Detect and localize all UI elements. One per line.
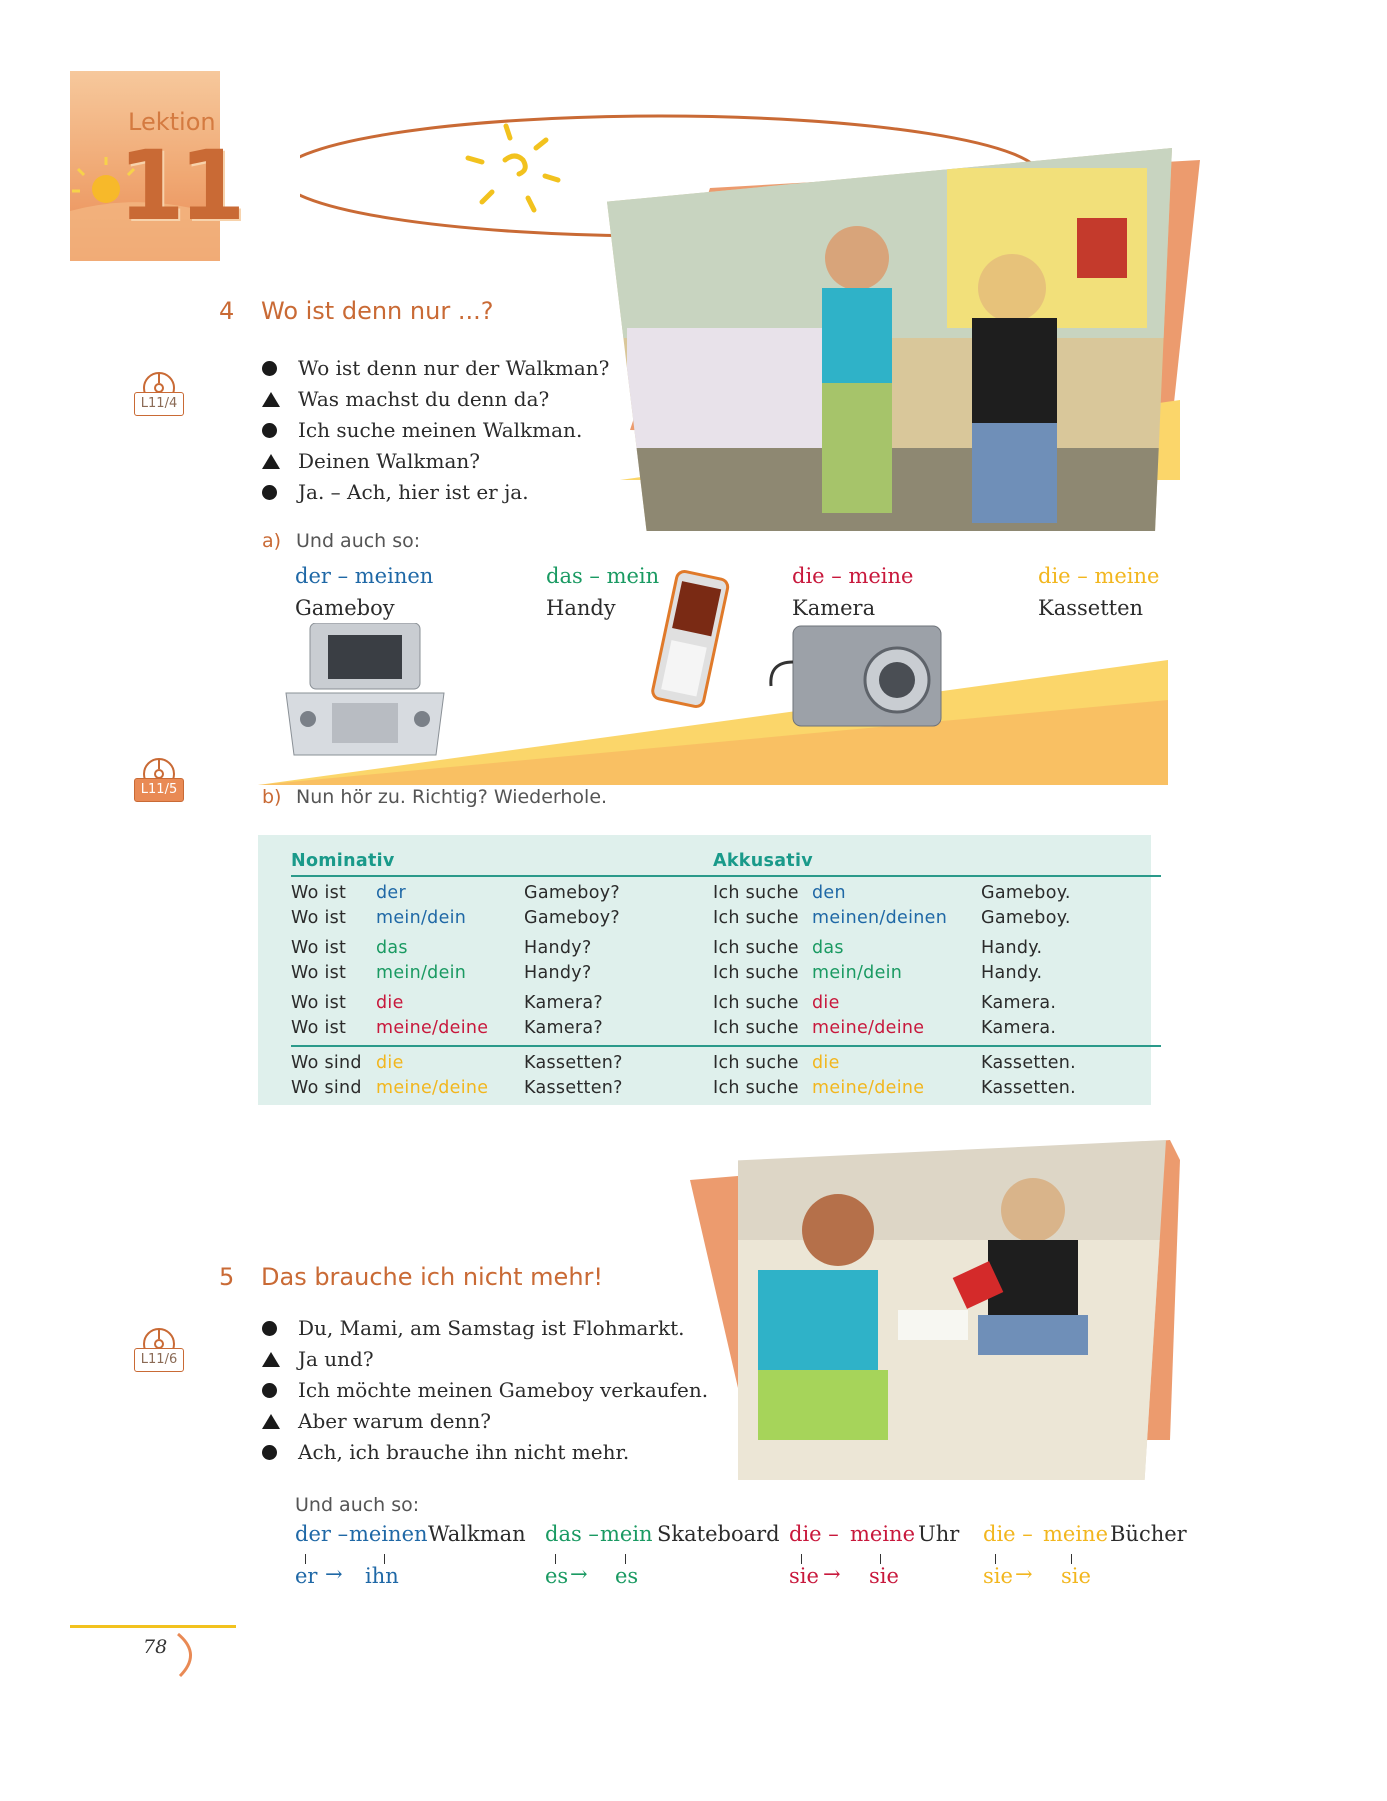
camera-picture [765, 622, 945, 732]
pronoun-akk: ihn [365, 1564, 399, 1588]
table-question: Wo sind [291, 1053, 362, 1073]
table-noun-akk: Kassetten. [981, 1053, 1077, 1073]
speaker-b-triangle-icon [262, 1352, 280, 1367]
audio-track-l11-4[interactable] [132, 366, 184, 420]
page-curl-decoration [172, 1630, 202, 1680]
dialog-5 [262, 1313, 708, 1468]
table-noun-nom: Kassetten? [524, 1053, 623, 1073]
dialog-4 [262, 353, 609, 508]
table-article-akk: meine/deine [812, 1078, 925, 1098]
dialog-line: Ich möchte meinen Gameboy verkaufen. [262, 1375, 708, 1406]
exercise-a-label: a) Und auch so: [262, 530, 421, 552]
pronoun-nom: es [545, 1564, 569, 1588]
table-noun-nom: Kamera? [524, 993, 604, 1013]
possessive: meine [1043, 1522, 1109, 1546]
table-noun-akk: Gameboy. [981, 883, 1071, 903]
grammar-table [258, 835, 1151, 1105]
photo-mother-daughter-room [607, 148, 1172, 531]
arrow-icon: → [1015, 1562, 1033, 1586]
table-answer: Ich suche [713, 883, 799, 903]
section-5-heading [219, 1263, 603, 1291]
speaker-a-bullet-icon [262, 1383, 277, 1398]
und-auch-so-label: Und auch so: [295, 1494, 420, 1516]
word-kassetten: die – meine Kassetten [1038, 564, 1160, 620]
table-answer: Ich suche [713, 1078, 799, 1098]
photo-mother-daughter-sofa [738, 1140, 1166, 1480]
table-answer: Ich suche [713, 908, 799, 928]
dialog-line: Ich suche meinen Walkman. [262, 415, 609, 446]
article: der – [295, 1522, 349, 1546]
audio-track-label: L11/6 [134, 1348, 184, 1372]
word-gameboy: der – meinen Gameboy [295, 564, 434, 620]
table-noun-nom: Handy? [524, 938, 592, 958]
table-noun-akk: Handy. [981, 963, 1043, 983]
speaker-a-bullet-icon [262, 1321, 277, 1336]
dialog-line: Aber warum denn? [262, 1406, 708, 1437]
table-rule [291, 875, 1161, 877]
section-4-heading [219, 297, 493, 325]
lektion-word: Lektion [128, 108, 216, 136]
table-answer: Ich suche [713, 938, 799, 958]
table-noun-akk: Kassetten. [981, 1078, 1077, 1098]
table-article-nom: meine/deine [376, 1078, 489, 1098]
table-article-akk: den [812, 883, 846, 903]
audio-track-l11-5[interactable] [132, 752, 184, 806]
pronoun-nom: sie [789, 1564, 819, 1588]
speaker-a-bullet-icon [262, 423, 277, 438]
dialog-line: Deinen Walkman? [262, 446, 609, 477]
audio-track-l11-6[interactable] [132, 1322, 184, 1376]
table-article-nom: mein/dein [376, 908, 467, 928]
noun: Walkman [428, 1522, 526, 1546]
speaker-b-triangle-icon [262, 392, 280, 407]
pronoun-akk: sie [1061, 1564, 1091, 1588]
dialog-line: Du, Mami, am Samstag ist Flohmarkt. [262, 1313, 708, 1344]
table-article-nom: das [376, 938, 408, 958]
sun-drawing-icon [468, 126, 558, 210]
table-noun-nom: Kassetten? [524, 1078, 623, 1098]
table-noun-akk: Handy. [981, 938, 1043, 958]
table-question: Wo ist [291, 908, 347, 928]
table-question: Wo ist [291, 1018, 347, 1038]
mobile-phone-picture [650, 570, 730, 710]
table-question: Wo ist [291, 938, 347, 958]
page-number: 78 [143, 1636, 168, 1658]
table-answer: Ich suche [713, 963, 799, 983]
table-article-nom: der [376, 883, 406, 903]
arrow-icon: → [325, 1562, 343, 1586]
dialog-line: Ja. – Ach, hier ist er ja. [262, 477, 609, 508]
table-question: Wo ist [291, 883, 347, 903]
arrow-icon: → [823, 1562, 841, 1586]
section-number: 5 [219, 1263, 235, 1291]
table-article-akk: mein/dein [812, 963, 903, 983]
table-noun-akk: Kamera. [981, 1018, 1057, 1038]
speaker-b-triangle-icon [262, 454, 280, 469]
table-question: Wo ist [291, 963, 347, 983]
audio-track-label: L11/5 [134, 778, 184, 802]
word-kamera: die – meine Kamera [792, 564, 914, 620]
dialog-line: Wo ist denn nur der Walkman? [262, 353, 609, 384]
article: das – [545, 1522, 599, 1546]
pronoun-groups [295, 1522, 1195, 1602]
article: die – [789, 1522, 839, 1546]
table-noun-nom: Kamera? [524, 1018, 604, 1038]
table-rule [291, 1045, 1161, 1047]
exercise-b-label: b) Nun hör zu. Richtig? Wiederhole. [262, 786, 608, 808]
noun: Skateboard [657, 1522, 780, 1546]
speaker-a-bullet-icon [262, 1445, 277, 1460]
table-question: Wo ist [291, 993, 347, 1013]
table-article-nom: die [376, 1053, 404, 1073]
table-noun-nom: Handy? [524, 963, 592, 983]
possessive: mein [600, 1522, 653, 1546]
table-article-akk: meine/deine [812, 1018, 925, 1038]
lektion-number: 11 [118, 130, 240, 242]
footer-rule [70, 1625, 236, 1628]
noun: Bücher [1110, 1522, 1187, 1546]
pronoun-akk: sie [869, 1564, 899, 1588]
table-noun-akk: Gameboy. [981, 908, 1071, 928]
possessive: meinen [349, 1522, 428, 1546]
speaker-b-triangle-icon [262, 1414, 280, 1429]
dialog-line: Was machst du denn da? [262, 384, 609, 415]
speaker-a-bullet-icon [262, 485, 277, 500]
section-number: 4 [219, 297, 235, 325]
table-noun-akk: Kamera. [981, 993, 1057, 1013]
possessive: meine [850, 1522, 916, 1546]
header-akkusativ: Akkusativ [713, 851, 813, 871]
table-noun-nom: Gameboy? [524, 883, 620, 903]
speaker-a-bullet-icon [262, 361, 277, 376]
noun: Uhr [918, 1522, 960, 1546]
gameboy-picture [280, 623, 450, 758]
table-question: Wo sind [291, 1078, 362, 1098]
table-article-akk: die [812, 1053, 840, 1073]
table-answer: Ich suche [713, 1053, 799, 1073]
table-article-akk: meinen/deinen [812, 908, 948, 928]
table-article-nom: die [376, 993, 404, 1013]
pronoun-nom: sie [983, 1564, 1013, 1588]
article: die – [983, 1522, 1033, 1546]
section-title: Wo ist denn nur ...? [261, 297, 494, 325]
pronoun-akk: es [615, 1564, 639, 1588]
pronoun-nom: er [295, 1564, 318, 1588]
table-answer: Ich suche [713, 1018, 799, 1038]
dialog-line: Ach, ich brauche ihn nicht mehr. [262, 1437, 708, 1468]
table-article-nom: meine/deine [376, 1018, 489, 1038]
arrow-icon: → [570, 1562, 588, 1586]
audio-track-label: L11/4 [134, 392, 184, 416]
table-article-akk: die [812, 993, 840, 1013]
table-answer: Ich suche [713, 993, 799, 1013]
header-nominativ: Nominativ [291, 851, 395, 871]
table-noun-nom: Gameboy? [524, 908, 620, 928]
dialog-line: Ja und? [262, 1344, 708, 1375]
word-handy: das – mein Handy [546, 564, 660, 620]
table-article-akk: das [812, 938, 844, 958]
table-article-nom: mein/dein [376, 963, 467, 983]
section-title: Das brauche ich nicht mehr! [261, 1263, 604, 1291]
